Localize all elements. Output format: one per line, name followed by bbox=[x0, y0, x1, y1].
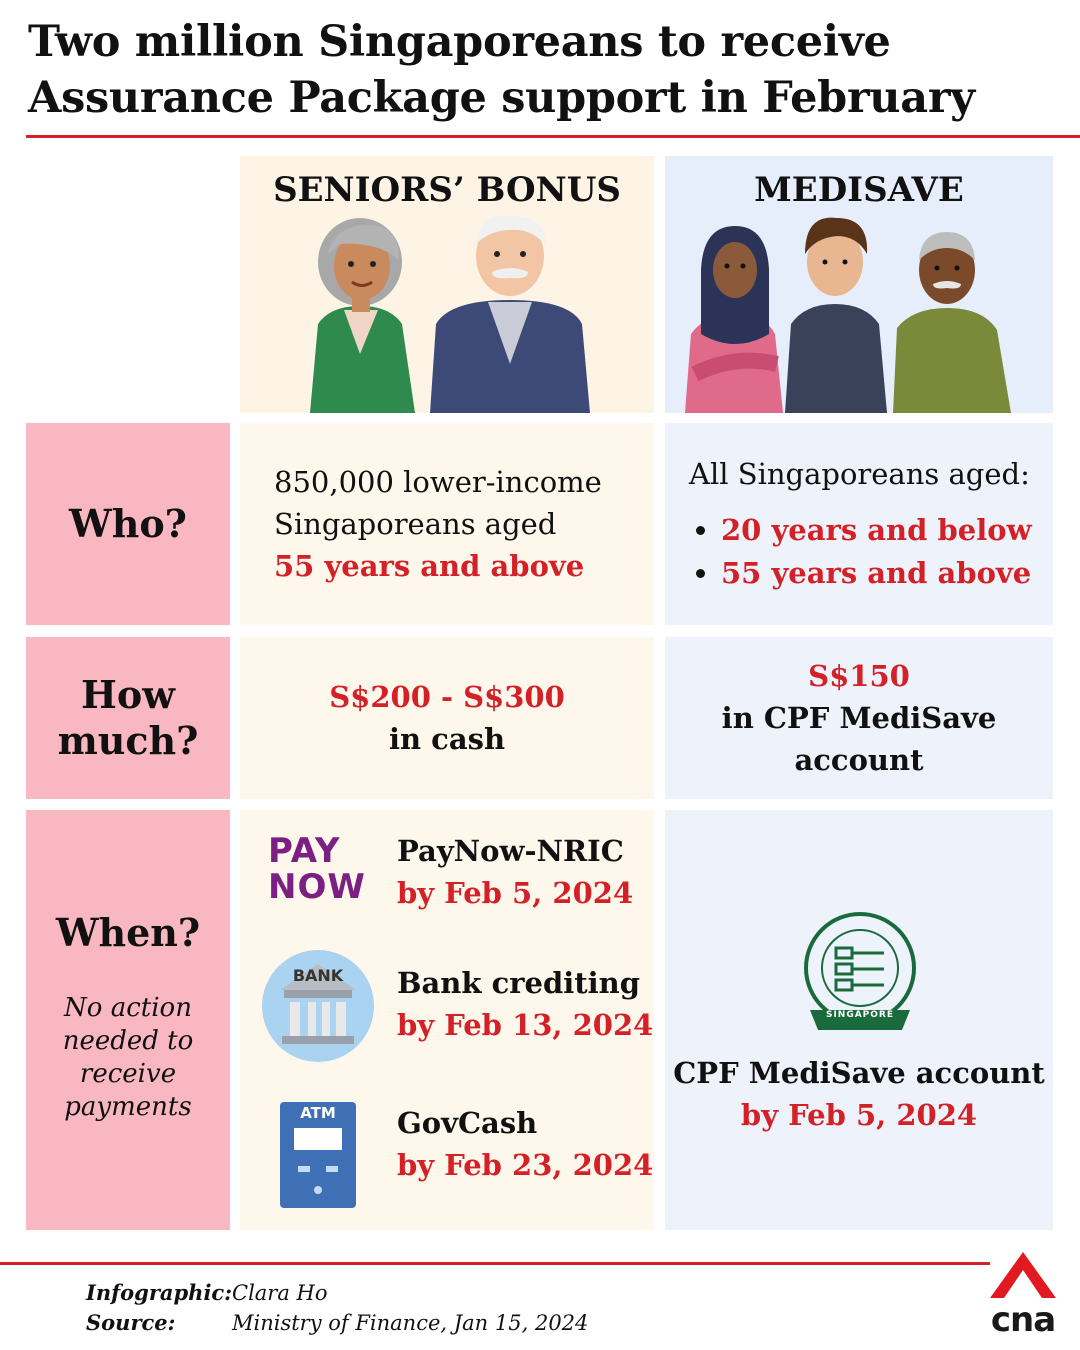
medisave-method: CPF MediSave account bbox=[673, 1056, 1045, 1090]
medisave-illustration bbox=[665, 214, 1053, 413]
paynow-logo bbox=[268, 831, 382, 914]
when-label-cell bbox=[26, 810, 230, 1230]
atm-icon-label: ATM bbox=[300, 1104, 336, 1122]
when-seniors-cell bbox=[240, 810, 654, 1230]
atm-slot bbox=[314, 1186, 322, 1194]
source-value: Ministry of Finance, Jan 15, 2024 bbox=[232, 1311, 589, 1335]
cna-logo-text: cna bbox=[990, 1300, 1056, 1340]
medisave-amount-detail-1: in CPF MediSave bbox=[721, 701, 997, 735]
method-paynow bbox=[397, 830, 633, 914]
seniors-illustration bbox=[240, 214, 654, 413]
how-much-seniors-cell bbox=[240, 637, 654, 799]
cpf-ribbon-text: SINGAPORE bbox=[825, 1010, 895, 1020]
atm-icon bbox=[280, 1102, 356, 1208]
how-much-label-cell bbox=[26, 637, 230, 799]
when-note-line: receive bbox=[79, 1059, 177, 1089]
bank-icon-label: BANK bbox=[292, 966, 344, 985]
seniors-bonus-title: SENIORS’ BONUS bbox=[273, 170, 621, 210]
title-divider bbox=[26, 135, 1080, 138]
method-name: GovCash bbox=[397, 1106, 538, 1140]
method-name: PayNow-NRIC bbox=[397, 834, 624, 868]
seniors-amount: S$200 - S$300 bbox=[329, 680, 565, 714]
when-note-line: needed to bbox=[62, 1026, 194, 1056]
seniors-amount-detail: in cash bbox=[388, 722, 506, 756]
who-seniors-cell bbox=[240, 423, 654, 625]
how-much-label bbox=[58, 672, 199, 764]
bank-icon bbox=[262, 950, 374, 1062]
page-title bbox=[28, 14, 1068, 126]
who-medisave-bullets bbox=[693, 509, 1032, 595]
who-seniors-line-2: Singaporeans aged bbox=[274, 507, 557, 541]
how-much-medisave-cell bbox=[665, 637, 1053, 799]
medisave-date: by Feb 5, 2024 bbox=[740, 1098, 978, 1132]
footer-divider bbox=[0, 1262, 990, 1265]
medisave-amount-detail-2: account bbox=[794, 743, 924, 777]
paynow-logo-line-2: NOW bbox=[268, 867, 366, 907]
who-seniors-line-1: 850,000 lower-income bbox=[274, 465, 602, 499]
when-note bbox=[26, 992, 230, 1124]
method-date: by Feb 5, 2024 bbox=[397, 876, 634, 910]
title-line-2: Assurance Package support in February bbox=[28, 73, 975, 123]
infographic-value: Clara Ho bbox=[232, 1281, 328, 1305]
bullet-item: • 20 years and below bbox=[721, 509, 1032, 552]
when-label: When? bbox=[55, 910, 201, 955]
who-label-cell bbox=[26, 423, 230, 625]
method-date: by Feb 13, 2024 bbox=[397, 1008, 654, 1042]
medisave-title: MEDISAVE bbox=[754, 170, 964, 210]
bullet-item: • 55 years and above bbox=[721, 552, 1032, 595]
who-label: Who? bbox=[69, 501, 187, 546]
who-medisave-cell bbox=[665, 423, 1053, 625]
method-govcash bbox=[397, 1102, 653, 1186]
when-medisave-cell bbox=[665, 810, 1053, 1230]
method-bank bbox=[397, 962, 653, 1046]
when-note-line: No action bbox=[64, 993, 192, 1023]
atm-screen bbox=[294, 1128, 342, 1150]
cpf-logo bbox=[802, 910, 918, 1040]
when-note-line: payments bbox=[64, 1092, 192, 1122]
method-date: by Feb 23, 2024 bbox=[397, 1148, 654, 1182]
medisave-amount: S$150 bbox=[808, 659, 910, 693]
cna-logo bbox=[988, 1252, 1058, 1342]
who-seniors-highlight: 55 years and above bbox=[274, 549, 585, 583]
paynow-logo-line-1: PAY bbox=[268, 831, 341, 871]
who-seniors-text bbox=[274, 461, 602, 587]
how-much-label-line-2: much? bbox=[57, 718, 199, 763]
who-medisave-intro: All Singaporeans aged: bbox=[689, 457, 1030, 491]
cna-logo-mark bbox=[988, 1252, 1058, 1298]
how-much-label-line-1: How bbox=[81, 672, 175, 717]
seniors-bonus-header bbox=[240, 156, 654, 413]
infographic-label: Infographic: bbox=[86, 1280, 232, 1305]
medisave-header bbox=[665, 156, 1053, 413]
atm-key bbox=[326, 1166, 338, 1172]
source-label: Source: bbox=[86, 1310, 176, 1335]
footer-credits bbox=[86, 1278, 588, 1338]
method-name: Bank crediting bbox=[397, 966, 641, 1000]
atm-key bbox=[298, 1166, 310, 1172]
title-line-1: Two million Singaporeans to receive bbox=[28, 17, 891, 67]
